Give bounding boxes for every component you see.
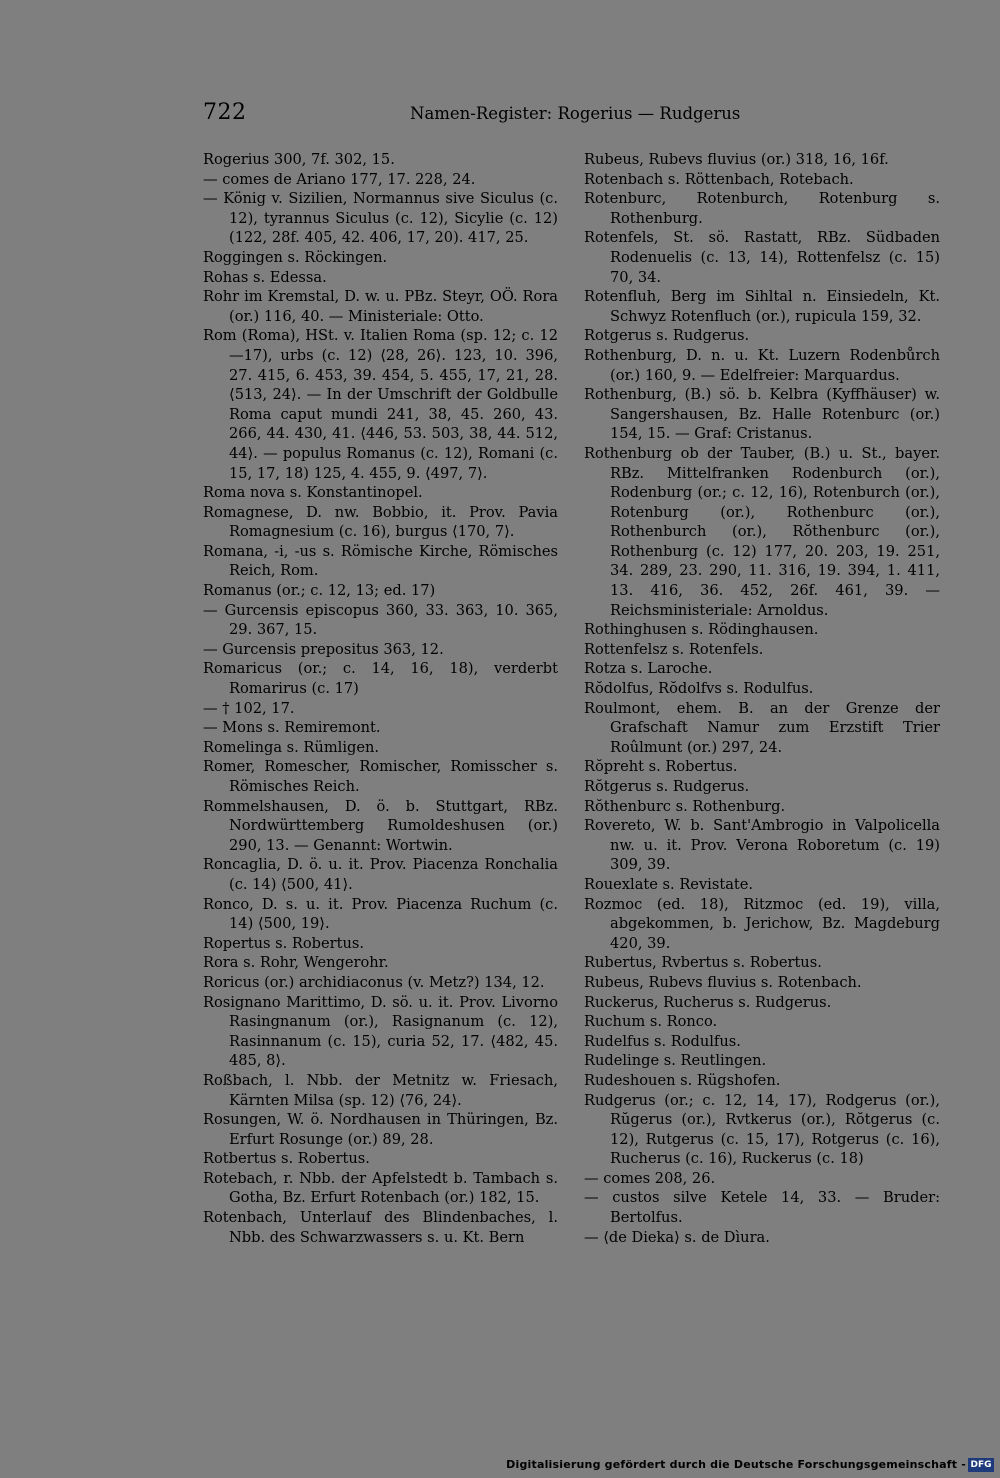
index-entry: Rogerius 300, 7f. 302, 15.: [203, 151, 395, 168]
index-entry: Rommelshausen, D. ö. b. Stuttgart, RBz. Nordwürttemberg Rumoldeshusen (or.) 290, 13. — Genannt: Wortwin.: [203, 797, 558, 854]
index-entry: Ruckerus, Rucherus s. Rudgerus.: [584, 993, 832, 1011]
left-column: [203, 150, 558, 1247]
index-entry: Rothenburg ob der Tauber, (B.) u. St., bayer. RBz. Mittelfranken Rodenburch (or.), Rodenburg (or.; c. 12, 16), Rotenburch (or.), Rotenburg (or.), Rothenburc (or.), Rothenburch (or.), Rŏthenburc (or.), Rothenburg (c. 12) 177, 20. 203, 19. 251, 34. 289, 23. 290, 11. 316, 19. 394, 1. 411, 13. 416, 36. 452, 26f. 461, 39. — Reichsministeriale: Arnoldus.: [584, 444, 940, 619]
index-entry: Rotenbach, Unterlauf des Blindenbaches, l. Nbb. des Schwarzwassers s. u. Kt. Bern: [203, 1209, 558, 1246]
right-column: [584, 150, 940, 1247]
index-entry: Rotenfels, St. sö. Rastatt, RBz. Südbaden Rodenuelis (c. 13, 14), Rottenfelsz (c. 15) 70, 34.: [584, 229, 940, 286]
index-entry: Rosungen, W. ö. Nordhausen in Thüringen, Bz. Erfurt Rosunge (or.) 89, 28.: [203, 1111, 558, 1148]
index-entry: Ropertus s. Robertus.: [203, 934, 365, 952]
index-entry: Romer, Romescher, Romischer, Romisscher s. Römisches Reich.: [203, 758, 558, 795]
index-entry: — König v. Sizilien, Normannus sive Siculus (c. 12), tyrannus Siculus (c. 12), Sicylie (c. 12) (122, 28f. 405, 42. 406, 17, 20). 417, 25.: [203, 190, 558, 247]
index-entry: Ronco, D. s. u. it. Prov. Piacenza Ruchum (c. 14) ⟨500, 19⟩.: [203, 895, 558, 933]
index-entry: Roggingen s. Röckingen.: [203, 248, 388, 266]
index-entry: Roricus (or.) archidiaconus (v. Metz?) 134, 12.: [203, 973, 545, 991]
index-entry: Rudelinge s. Reutlingen.: [584, 1052, 767, 1070]
index-entry: Romelinga s. Rümligen.: [203, 738, 380, 756]
index-entry: Romagnese, D. nw. Bobbio, it. Prov. Pavia Romagnesium (c. 16), burgus ⟨170, 7⟩.: [203, 503, 558, 541]
index-entry: Rom (Roma), HSt. v. Italien Roma (sp. 12; c. 12—17), urbs (c. 12) ⟨28, 26⟩. 123, 10. 396, 27. 415, 6. 453, 39. 454, 5. 455, 17, 21, 28. ⟨513, 24⟩. — In der Umschrift der Goldbulle Roma caput mundi 241, 38, 45. 260, 43. 266, 44. 430, 41. ⟨446, 53. 503, 38, 44. 512, 44⟩. — populus Romanus (c. 12), Romani (c. 15, 17, 18) 125, 4. 455, 9. ⟨497, 7⟩.: [203, 327, 558, 482]
index-entry: Rothenburg, D. n. u. Kt. Luzern Rodenbůrch (or.) 160, 9. — Edelfreier: Marquardus.: [584, 346, 940, 384]
dfg-logo-icon: DFG: [968, 1458, 994, 1472]
index-entry: Rubeus, Rubevs fluvius s. Rotenbach.: [584, 973, 862, 991]
index-entry: Rothinghusen s. Rödinghausen.: [584, 621, 819, 639]
index-entry: Rotbertus s. Robertus.: [203, 1150, 370, 1168]
footer: [0, 1458, 1000, 1474]
page-header: [203, 100, 763, 136]
index-entry: Rottenfelsz s. Rotenfels.: [584, 640, 764, 658]
index-entry: Rotenburc, Rotenburch, Rotenburg s. Rothenburg.: [584, 190, 940, 227]
index-entry: — custos silve Ketele 14, 33. — Bruder: Bertolfus.: [584, 1189, 940, 1227]
index-entry: Rubertus, Rvbertus s. Robertus.: [584, 954, 822, 972]
index-entry: — † 102, 17.: [203, 699, 295, 717]
funding-notice: Digitalisierung gefördert durch die Deutsche Forschungsgemeinschaft -: [506, 1458, 966, 1471]
index-entry: Rubeus, Rubevs fluvius (or.) 318, 16, 16f.: [584, 151, 889, 168]
index-entry: — Gurcensis prepositus 363, 12.: [203, 640, 444, 658]
index-entry: Rora s. Rohr, Wengerohr.: [203, 954, 389, 972]
index-entry: — comes 208, 26.: [584, 1169, 716, 1187]
index-entry: Romanus (or.; c. 12, 13; ed. 17): [203, 582, 436, 600]
index-entry: Rŏdolfus, Rŏdolfvs s. Rodulfus.: [584, 680, 814, 698]
index-entry: — Mons s. Remiremont.: [203, 719, 381, 737]
index-entry: Rotza s. Laroche.: [584, 660, 713, 678]
running-title: Namen-Register: Rogerius — Rudgerus: [410, 104, 741, 123]
index-entry: Roma nova s. Konstantinopel.: [203, 484, 423, 502]
index-entry: Roulmont, ehem. B. an der Grenze der Grafschaft Namur zum Erzstift Trier Roûlmunt (or.) 297, 24.: [584, 699, 940, 756]
index-entry: Rovereto, W. b. Sant'Ambrogio in Valpolicella nw. u. it. Prov. Verona Roboretum (c. 19) 309, 39.: [584, 817, 940, 874]
index-entry: Rotebach, r. Nbb. der Apfelstedt b. Tambach s. Gotha, Bz. Erfurt Rotenbach (or.) 182, 15.: [203, 1169, 558, 1207]
index-entry: Rotenbach s. Röttenbach, Rotebach.: [584, 170, 854, 188]
index-entry: Rouexlate s. Revistate.: [584, 875, 754, 893]
index-entry: — Gurcensis episcopus 360, 33. 363, 10. 365, 29. 367, 15.: [203, 601, 558, 639]
index-entry: — comes de Ariano 177, 17. 228, 24.: [203, 170, 476, 188]
index-entry: Rothenburg, (B.) sö. b. Kelbra (Kyffhäuser) w. Sangershausen, Bz. Halle Rotenburc (or.) 154, 15. — Graf: Cristanus.: [584, 386, 940, 443]
page-number: 722: [203, 100, 247, 125]
index-entry: Romaricus (or.; c. 14, 16, 18), verderbt Romarirus (c. 17): [203, 660, 558, 698]
index-entry: Roßbach, l. Nbb. der Metnitz w. Friesach, Kärnten Milsa (sp. 12) ⟨76, 24⟩.: [203, 1071, 558, 1109]
index-entry: Rŏpreht s. Robertus.: [584, 758, 738, 776]
index-entry: Rudgerus (or.; c. 12, 14, 17), Rodgerus (or.), Rŭgerus (or.), Rvtkerus (or.), Rŏtgerus (c. 12), Rutgerus (c. 15, 17), Rotgerus (c. 16), Rucherus (c. 16), Ruckerus (c. 18): [584, 1091, 940, 1168]
index-entry: Rotgerus s. Rudgerus.: [584, 327, 750, 345]
index-entry: Romana, -i, -us s. Römische Kirche, Römisches Reich, Rom.: [203, 542, 558, 580]
index-entry: Rotenfluh, Berg im Sihltal n. Einsiedeln, Kt. Schwyz Rotenfluch (or.), rupicula 159, 32.: [584, 288, 940, 325]
index-entry: Rozmoc (ed. 18), Ritzmoc (ed. 19), villa, abgekommen, b. Jerichow, Bz. Magdeburg 420, 39.: [584, 895, 940, 952]
index-entry: — ⟨de Dieka⟩ s. de Dìura.: [584, 1228, 770, 1246]
index-entry: Rohr im Kremstal, D. w. u. PBz. Steyr, OÖ. Rora (or.) 116, 40. — Ministeriale: Otto.: [203, 288, 558, 325]
index-entry: Rudelfus s. Rodulfus.: [584, 1032, 741, 1050]
index-entry: Rŏtgerus s. Rudgerus.: [584, 778, 750, 795]
index-entry: Ruchum s. Ronco.: [584, 1013, 718, 1031]
index-entry: Rudeshouen s. Rügshofen.: [584, 1071, 781, 1089]
index-entry: Roncaglia, D. ö. u. it. Prov. Piacenza Ronchalia (c. 14) ⟨500, 41⟩.: [203, 856, 558, 893]
index-entry: Rosignano Marittimo, D. sö. u. it. Prov. Livorno Rasingnanum (or.), Rasignanum (c. 12), Rasinnanum (c. 15), curia 52, 17. ⟨482, 45. 485, 8⟩.: [203, 993, 558, 1070]
index-entry: Rohas s. Edessa.: [203, 268, 327, 286]
index-entry: Rŏthenburc s. Rothenburg.: [584, 797, 786, 815]
